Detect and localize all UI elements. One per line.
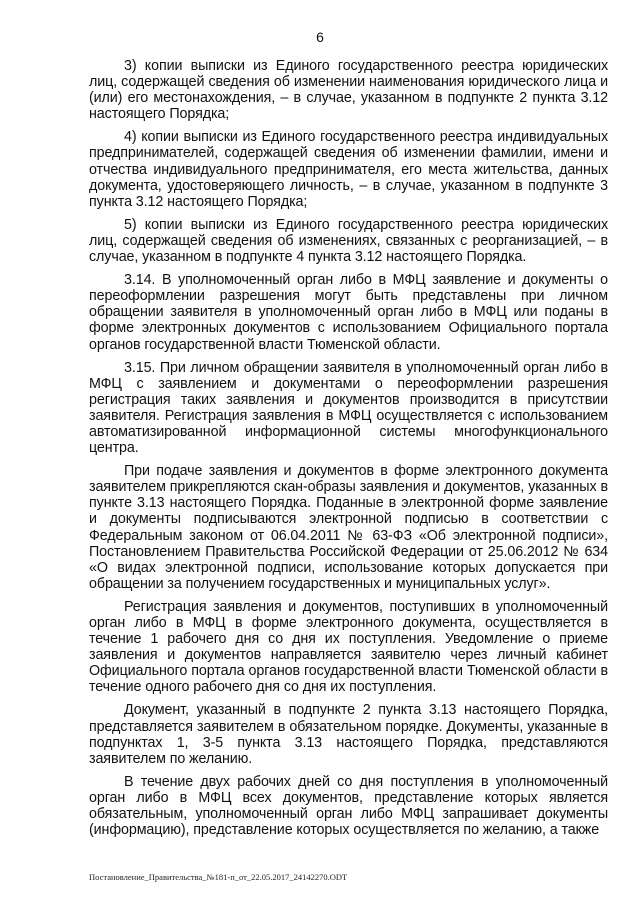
paragraph-electronic-submission: При подаче заявления и документов в форме электронного документа заявителем прикрепляются скан-образы заявления и документов, указанных в пункте 3.13 настоящего Порядка. Поданные в электронной форме заявление и документы подписываются электронной подписью в соответствии с Федеральным законом от 06.04.2011 № 63-ФЗ «Об электронной подписи», Постановлением Правительства Российской Федерации от 25.06.2012 № 634 «О видах электронной подписи, использование которых допускается при обращении за получением государственных и муниципальных услуг». <box>89 463 608 592</box>
paragraph-item-4: 4) копии выписки из Единого государственного реестра индивидуальных предпринимателей, содержащей сведения об изменении фамилии, имени и отчества индивидуального предпринимателя, его места жительства, данных документа, удостоверяющего личность, – в случае, указанном в подпункте 3 пункта 3.12 настоящего Порядка; <box>89 129 608 210</box>
paragraph-3-14: 3.14. В уполномоченный орган либо в МФЦ заявление и документы о переоформлении разрешения могут быть представлены при личном обращении заявителя в уполномоченный орган либо в МФЦ или поданы в форме электронных документов с использованием Официального портала органов государственной власти Тюменской области. <box>89 272 608 353</box>
paragraph-3-15: 3.15. При личном обращении заявителя в уполномоченный орган либо в МФЦ с заявлением и документами о переоформлении разрешения регистрация таких заявления и документов производится в присутствии заявителя. Регистрация заявления в МФЦ осуществляется с использованием автоматизированной информационной системы многофункционального центра. <box>89 359 608 457</box>
paragraph-item-5: 5) копии выписки из Единого государственного реестра юридических лиц, содержащей сведения об изменениях, связанных с реорганизацией, – в случае, указанном в подпункте 4 пункта 3.12 настоящего Порядка. <box>89 216 608 266</box>
document-body <box>89 58 608 845</box>
paragraph-item-3: 3) копии выписки из Единого государственного реестра юридических лиц, содержащей сведения об изменении наименования юридического лица и (или) его местонахождения, – в случае, указанном в подпункте 2 пункта 3.12 настоящего Порядка; <box>89 58 608 123</box>
paragraph-document-request: В течение двух рабочих дней со дня поступления в уполномоченный орган либо в МФЦ всех документов, представление которых является обязательным, уполномоченный орган либо МФЦ запрашивает документы (информацию), представление которых осуществляется по желанию, а также <box>89 773 608 839</box>
paragraph-mandatory-document: Документ, указанный в подпункте 2 пункта 3.13 настоящего Порядка, представляется заявителем в обязательном порядке. Документы, указанные в подпунктах 1, 3-5 пункта 3.13 настоящего Порядка, представляются заявителем по желанию. <box>89 702 608 767</box>
page-number: 6 <box>316 29 324 45</box>
paragraph-registration: Регистрация заявления и документов, поступивших в уполномоченный орган либо в МФЦ в форме электронного документа, осуществляется в течение 1 рабочего дня со дня их поступления. Уведомление о приеме заявления и документов направляется заявителю через личный кабинет Официального портала органов государственной власти Тюменской области в течение одного рабочего дня со дня их поступления. <box>89 598 608 696</box>
document-footer-filename: Постановление_Правительства_№181-п_от_22.05.2017_24142270.ODT <box>89 872 348 882</box>
